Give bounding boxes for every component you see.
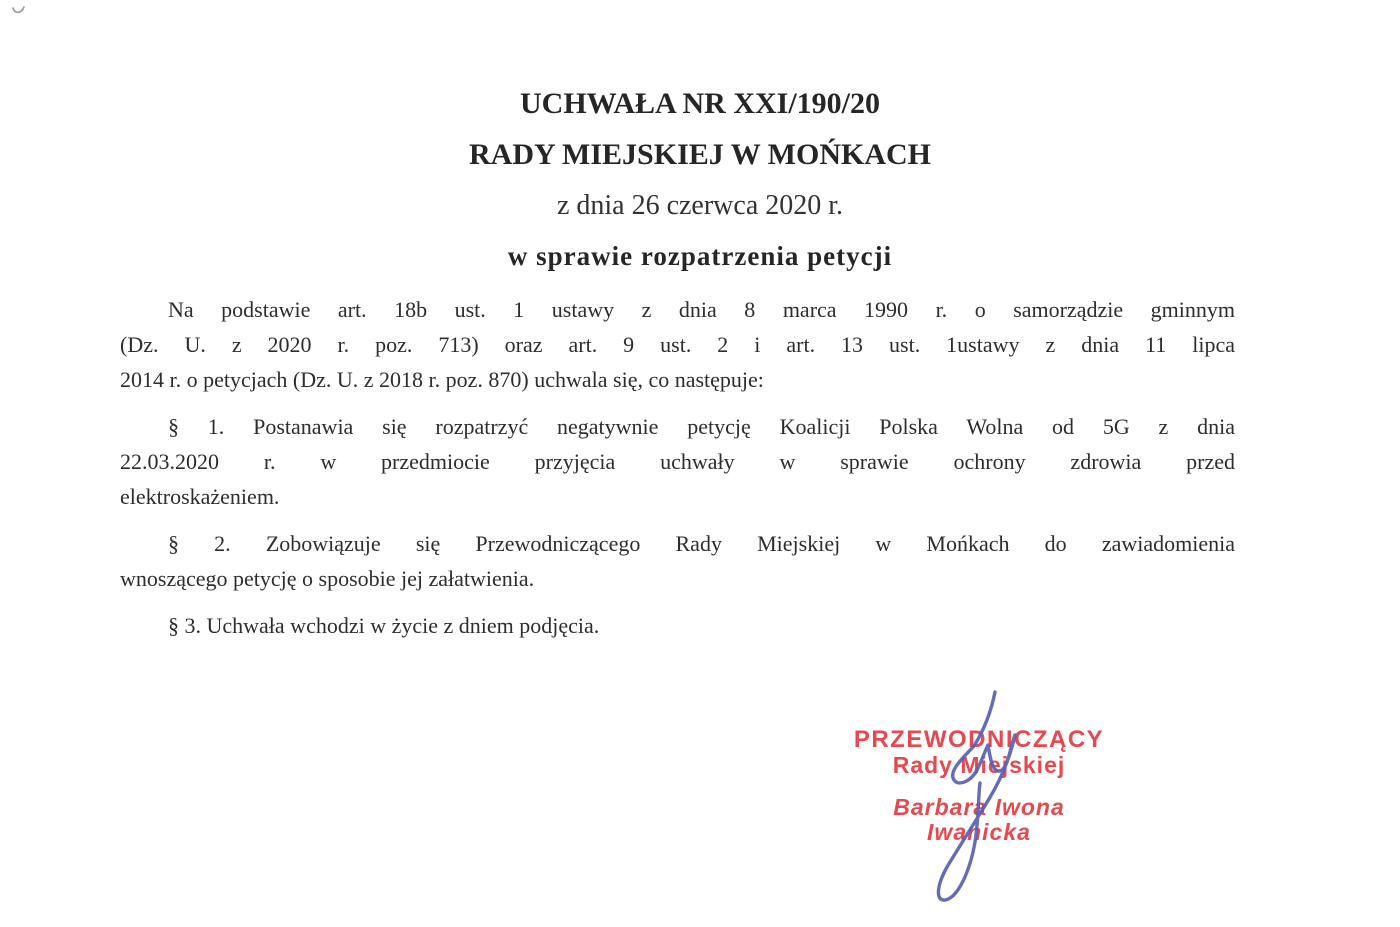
scan-artifact	[11, 5, 27, 17]
paragraph-section-1	[120, 409, 1235, 514]
resolution-number: UCHWAŁA NR XXI/190/20	[519, 87, 881, 120]
text-line: § 1. Postanawia się rozpatrzyć negatywnie petycję Koalicji Polska Wolna od 5G z dnia	[168, 414, 1235, 439]
resolution-date: z dnia 26 czerwca 2020 r.	[556, 190, 844, 221]
text-line: Na podstawie art. 18b ust. 1 ustawy z dnia 8 marca 1990 r. o samorządzie gminnym	[168, 297, 1235, 322]
text-line: wnoszącego petycję o sposobie jej załatwienia.	[120, 566, 535, 591]
paragraph-section-3	[120, 608, 1235, 643]
text-line: 2014 r. o petycjach (Dz. U. z 2018 r. poz. 870) uchwala się, co następuje:	[120, 367, 764, 392]
handwritten-signature	[898, 686, 1030, 908]
text-line: § 2. Zobowiązuje się Przewodniczącego Rady Miejskiej w Mońkach do zawiadomienia	[168, 531, 1235, 556]
resolution-subject: w sprawie rozpatrzenia petycji	[507, 241, 893, 271]
document-body	[120, 292, 1235, 643]
council-name: RADY MIEJSKIEJ W MOŃKACH	[469, 138, 931, 171]
stamp-subtitle: Rady Miejskiej	[892, 752, 1066, 778]
text-line: elektroskażeniem.	[120, 484, 280, 509]
stamp-signer-name: Barbara Iwona Iwanicka	[893, 794, 1065, 845]
text-line: (Dz. U. z 2020 r. poz. 713) oraz art. 9 ust. 2 i art. 13 ust. 1ustawy z dnia 11 lipca	[120, 332, 1235, 357]
text-line: 22.03.2020 r. w przedmiocie przyjęcia uchwały w sprawie ochrony zdrowia przed	[120, 449, 1235, 474]
text-line: § 3. Uchwała wchodzi w życie z dniem podjęcia.	[168, 613, 600, 638]
stamp-title: PRZEWODNICZĄCY	[853, 726, 1105, 753]
signature-stroke	[938, 692, 1015, 900]
document-header	[0, 0, 1400, 282]
paragraph-section-2	[120, 526, 1235, 596]
paragraph-legal-basis	[120, 292, 1235, 397]
